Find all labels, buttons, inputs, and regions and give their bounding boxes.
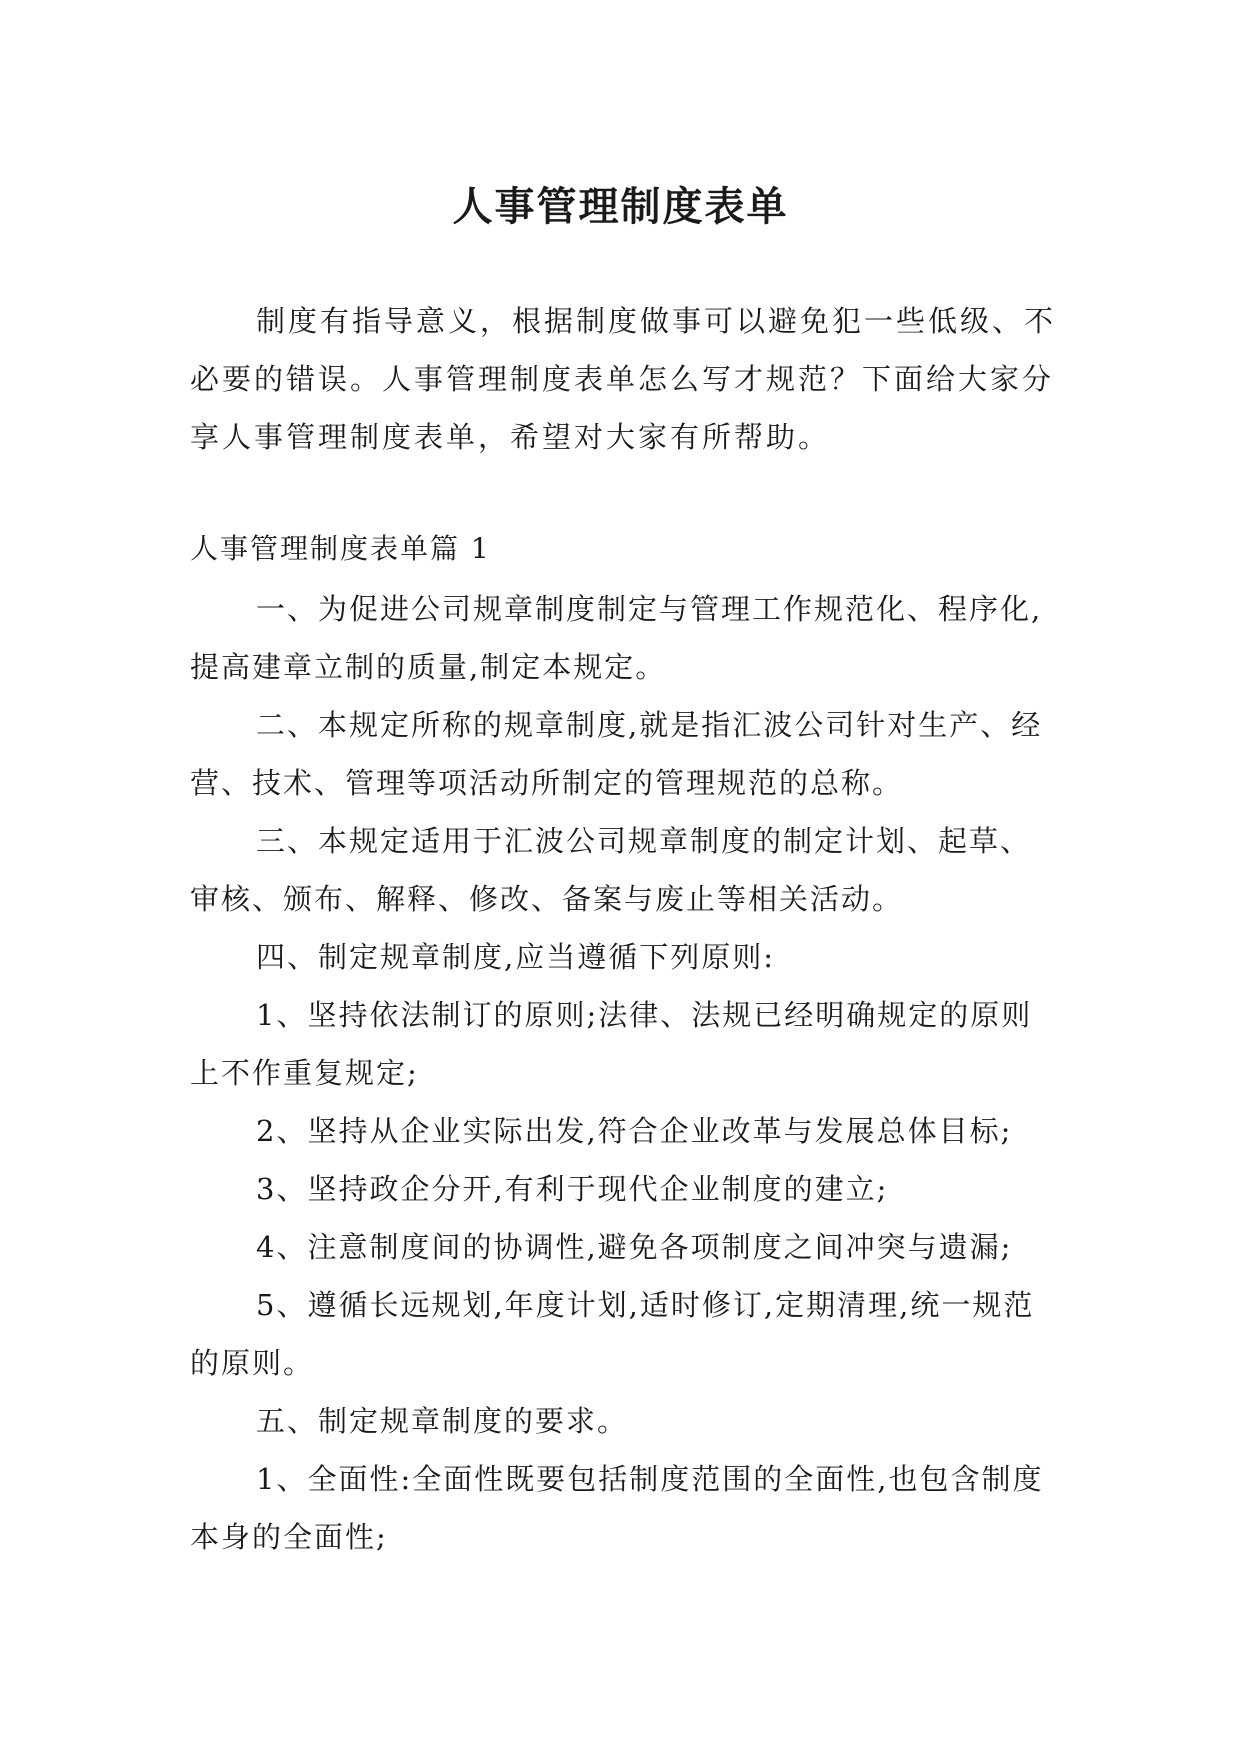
intro-paragraph: 制度有指导意义，根据制度做事可以避免犯一些低级、不必要的错误。人事管理制度表单怎么写才规范？下面给大家分享人事管理制度表单，希望对大家有所帮助。 [190, 304, 1057, 454]
paragraph-8: 4、注意制度间的协调性,避免各项制度之间冲突与遗漏; [256, 1230, 1013, 1264]
document-title: 人事管理制度表单 [452, 183, 789, 230]
paragraph-4: 四、制定规章制度,应当遵循下列原则: [256, 940, 775, 974]
paragraph-10: 五、制定规章制度的要求。 [256, 1404, 629, 1438]
paragraph-5: 1、坚持依法制订的原则;法律、法规已经明确规定的原则上不作重复规定; [190, 998, 1033, 1090]
paragraph-9: 5、遵循长远规划,年度计划,适时修订,定期清理,统一规范的原则。 [190, 1288, 1035, 1380]
paragraph-7: 3、坚持政企分开,有利于现代企业制度的建立; [256, 1172, 889, 1206]
paragraph-1: 一、为促进公司规章制度制定与管理工作规范化、程序化,提高建章立制的质量,制定本规定。 [190, 592, 1043, 684]
paragraph-2: 二、本规定所称的规章制度,就是指汇波公司针对生产、经营、技术、管理等项活动所制定的管理规范的总称。 [190, 708, 1043, 800]
document-body [190, 580, 1060, 1566]
paragraph-6: 2、坚持从企业实际出发,符合企业改革与发展总体目标; [256, 1114, 1013, 1148]
section-heading: 人事管理制度表单篇 1 [190, 532, 491, 565]
paragraph-3: 三、本规定适用于汇波公司规章制度的制定计划、起草、审核、颁布、解释、修改、备案与废止等相关活动。 [190, 824, 1032, 916]
paragraph-11: 1、全面性:全面性既要包括制度范围的全面性,也包含制度本身的全面性; [190, 1462, 1044, 1554]
